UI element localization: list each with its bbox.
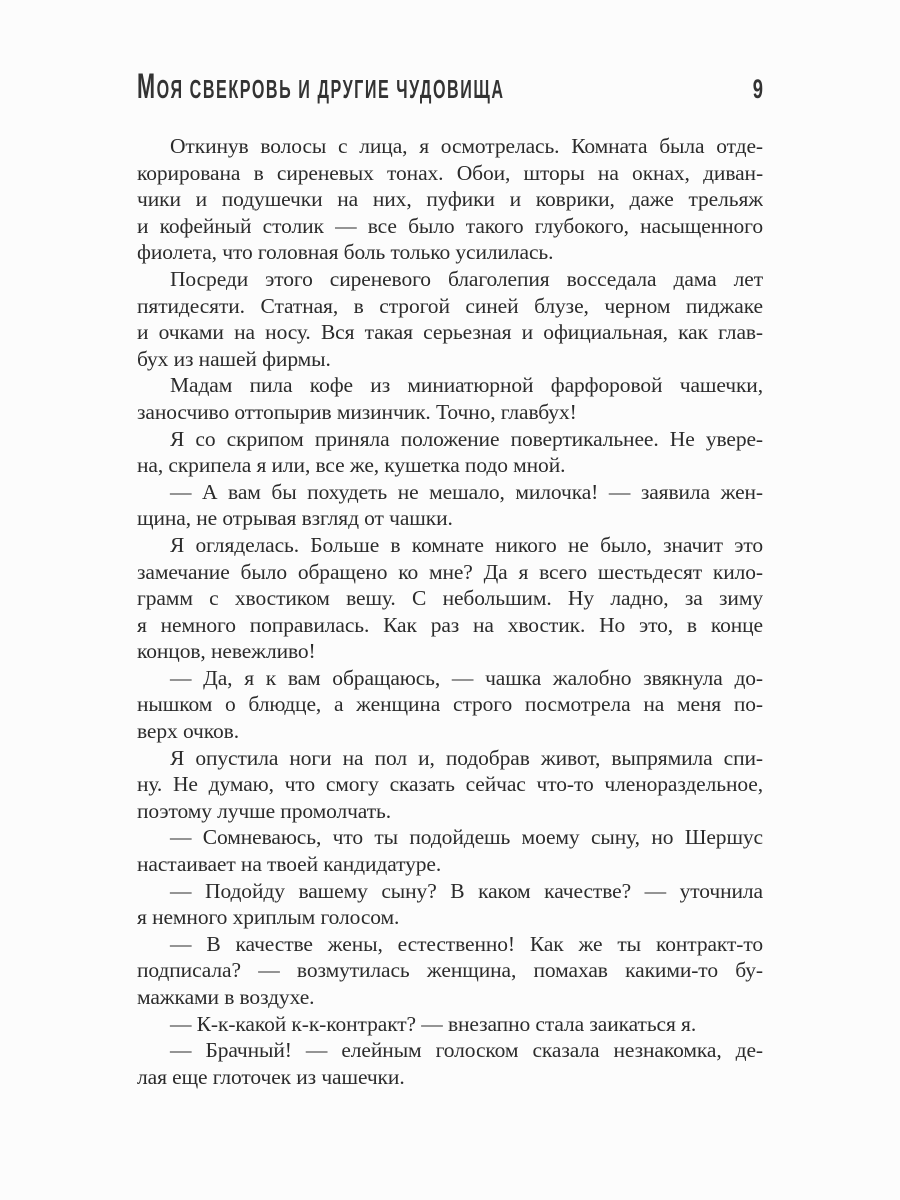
text-line: Мадам пила кофе из миниатюрной фарфоровой чашечки,: [170, 373, 763, 398]
text-line: — Подойду вашему сыну? В каком качестве? — уточнила: [170, 878, 763, 903]
text-line: Я опустила ноги на пол и, подобрав живот, выпрямила спи-: [170, 745, 763, 770]
text-line: щина, не отрывая взгляд от чашки.: [137, 506, 453, 531]
paragraph: [137, 665, 763, 745]
text-line: я немного хриплым голосом.: [137, 905, 400, 930]
text-line: верх очков.: [137, 719, 239, 744]
text-line: подписала? — возмутилась женщина, помахав какими-то бу-: [137, 958, 763, 983]
text-line: бух из нашей фирмы.: [137, 346, 331, 371]
paragraph: [137, 878, 763, 931]
text-line: — К-к-какой к-к-контракт? — внезапно стала заикаться я.: [170, 1011, 697, 1036]
text-line: и кофейный столик — все было такого глубокого, насыщенного: [137, 213, 763, 238]
paragraph: [137, 1011, 763, 1038]
page-number: 9: [752, 74, 763, 104]
page-content: [137, 133, 763, 1090]
text-line: на, скрипела я или, все же, кушетка подо мной.: [137, 453, 566, 478]
paragraph: [137, 931, 763, 1011]
text-line: замечание было обращено ко мне? Да я всего шестьдесят кило-: [137, 559, 763, 584]
paragraph: [137, 532, 763, 665]
text-line: концов, невежливо!: [137, 639, 316, 664]
text-line: корирована в сиреневых тонах. Обои, шторы на окнах, диван-: [137, 160, 763, 185]
paragraph: [137, 266, 763, 372]
text-line: Откинув волосы с лица, я осмотрелась. Комната была отде-: [170, 134, 763, 158]
text-line: Я со скрипом приняла положение повертикальнее. Не увере-: [170, 426, 763, 451]
paragraph: [137, 824, 763, 877]
text-line: и очками на носу. Вся такая серьезная и официальная, как глав-: [137, 320, 763, 345]
paragraph: [137, 479, 763, 532]
paragraph: [137, 1037, 763, 1090]
text-line: фиолета, что головная боль только усилилась.: [137, 240, 554, 265]
text-line: — А вам бы похудеть не мешало, милочка! — заявила жен-: [170, 479, 763, 504]
text-line: лая еще глоточек из чашечки.: [137, 1064, 405, 1089]
paragraph: [137, 745, 763, 825]
text-line: Я огляделась. Больше в комнате никого не было, значит это: [170, 532, 763, 557]
paragraph: [137, 426, 763, 479]
text-line: ну. Не думаю, что смогу сказать сейчас что-то членораздельное,: [137, 772, 763, 797]
text-line: — В качестве жены, естественно! Как же ты контракт-то: [170, 931, 763, 956]
book-title: МОЯ СВЕКРОВЬ И ДРУГИЕ ЧУДОВИЩА: [137, 67, 505, 106]
paragraph: [137, 372, 763, 425]
text-line: — Брачный! — елейным голоском сказала незнакомка, де-: [170, 1038, 763, 1063]
text-line: нышком о блюдце, а женщина строго посмотрела на меня по-: [137, 692, 763, 717]
running-header: [137, 67, 763, 106]
text-line: мажками в воздухе.: [137, 985, 315, 1009]
paragraph: [137, 133, 763, 266]
text-line: чики и подушечки на них, пуфики и коврики, даже трельяж: [137, 187, 763, 212]
text-line: грамм с хвостиком вешу. С небольшим. Ну ладно, за зиму: [137, 586, 763, 611]
text-line: — Сомневаюсь, что ты подойдешь моему сыну, но Шершус: [170, 825, 763, 850]
text-line: настаивает на твоей кандидатуре.: [137, 852, 442, 877]
text-line: Посреди этого сиреневого благолепия восседала дама лет: [170, 266, 763, 291]
text-line: пятидесяти. Статная, в строгой синей блузе, черном пиджаке: [137, 293, 763, 318]
text-line: поэтому лучше промолчать.: [137, 798, 391, 823]
text-line: я немного поправилась. Как раз на хвостик. Но это, в конце: [137, 612, 763, 637]
text-line: — Да, я к вам обращаюсь, — чашка жалобно звякнула до-: [170, 665, 763, 690]
text-line: заносчиво оттопырив мизинчик. Точно, главбух!: [137, 399, 577, 424]
